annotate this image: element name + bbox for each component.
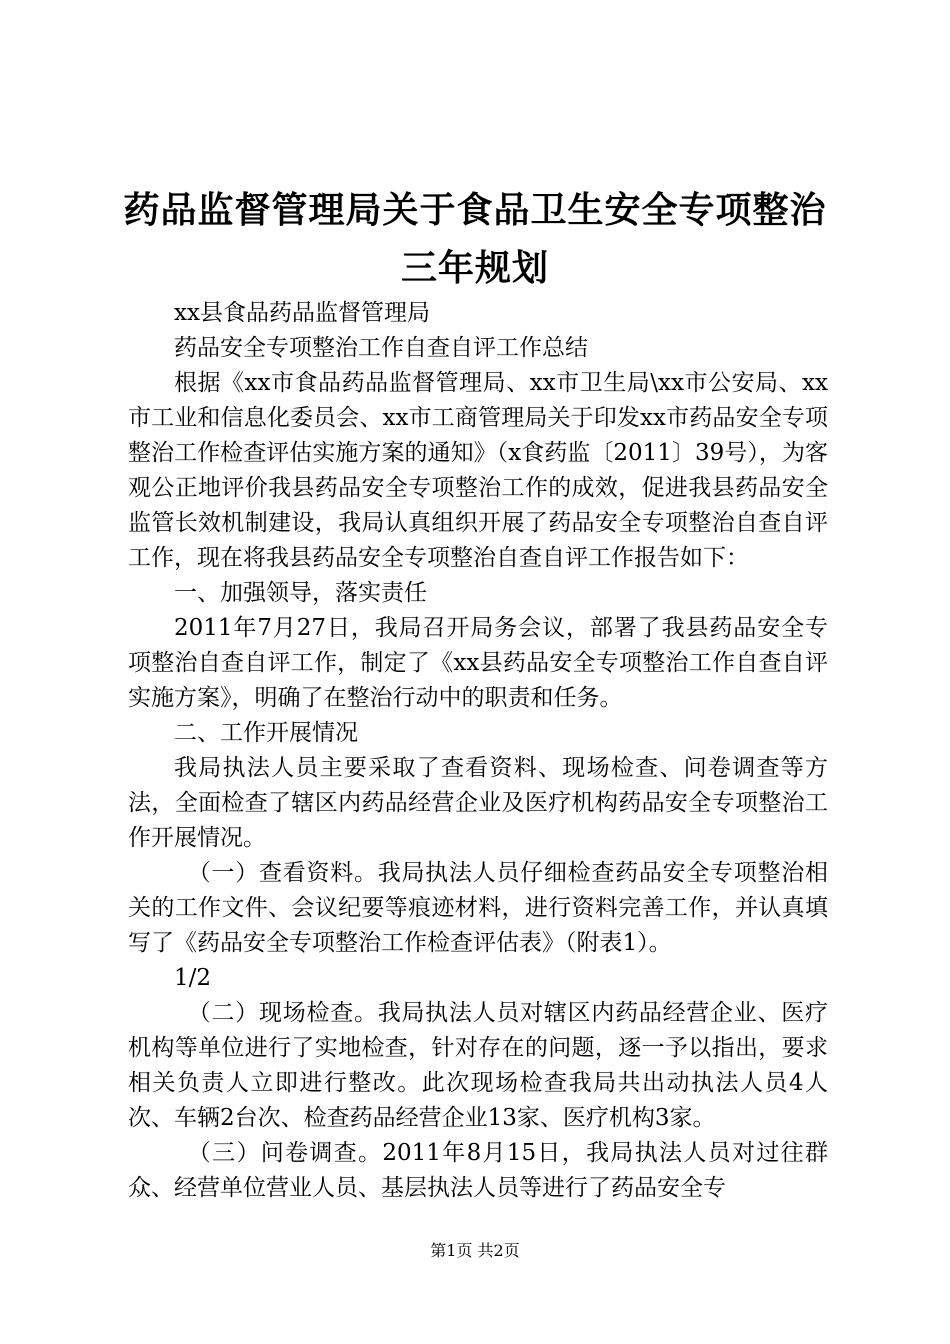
intro-paragraph: 根据《xx市食品药品监督管理局、xx市卫生局\xx市公安局、xx市工业和信息化委员会、xx市工商管理局关于印发xx市药品安全专项整治工作检查评估实施方案的通知》（x食药监〔2011〕39号），为客观公正地评价我县药品安全专项整治工作的成效，促进我县药品安全监管长效机制建设，我局认真组织开展了药品安全专项整治自查自评工作，现在将我县药品安全专项整治自查自评工作报告如下： [128, 370, 828, 571]
section-heading-1: 一、加强领导，落实责任 [174, 580, 427, 606]
issuing-office: xx县食品药品监督管理局 [174, 300, 430, 326]
subsection-3-paragraph: （三）问卷调查。2011年8月15日，我局执法人员对过往群众、经营单位营业人员、基层执法人员等进行了药品安全专 [128, 1140, 828, 1201]
document-title: 药品监督管理局关于食品卫生安全专项整治三年规划 [123, 190, 827, 289]
report-subtitle: 药品安全专项整治工作自查自评工作总结 [174, 335, 588, 361]
section-2-paragraph: 我局执法人员主要采取了查看资料、现场检查、问卷调查等方法，全面检查了辖区内药品经营企业及医疗机构药品安全专项整治工作开展情况。 [128, 755, 828, 851]
section-heading-2: 二、工作开展情况 [174, 720, 358, 746]
page-footer: 第1页 共2页 [430, 1241, 520, 1260]
subsection-2-paragraph: （二）现场检查。我局执法人员对辖区内药品经营企业、医疗机构等单位进行了实地检查，针对存在的问题，逐一予以指出，要求相关负责人立即进行整改。此次现场检查我局共出动执法人员4人次、车辆2台次、检查药品经营企业13家、医疗机构3家。 [128, 1000, 828, 1131]
section-1-paragraph: 2011年7月27日，我局召开局务会议，部署了我县药品安全专项整治自查自评工作，制定了《xx县药品安全专项整治工作自查自评实施方案》，明确了在整治行动中的职责和任务。 [128, 615, 828, 711]
inline-page-marker: 1/2 [174, 965, 212, 991]
subsection-1-paragraph: （一）查看资料。我局执法人员仔细检查药品安全专项整治相关的工作文件、会议纪要等痕迹材料，进行资料完善工作，并认真填写了《药品安全专项整治工作检查评估表》（附表1）。 [128, 860, 828, 956]
document-body [128, 296, 828, 1206]
